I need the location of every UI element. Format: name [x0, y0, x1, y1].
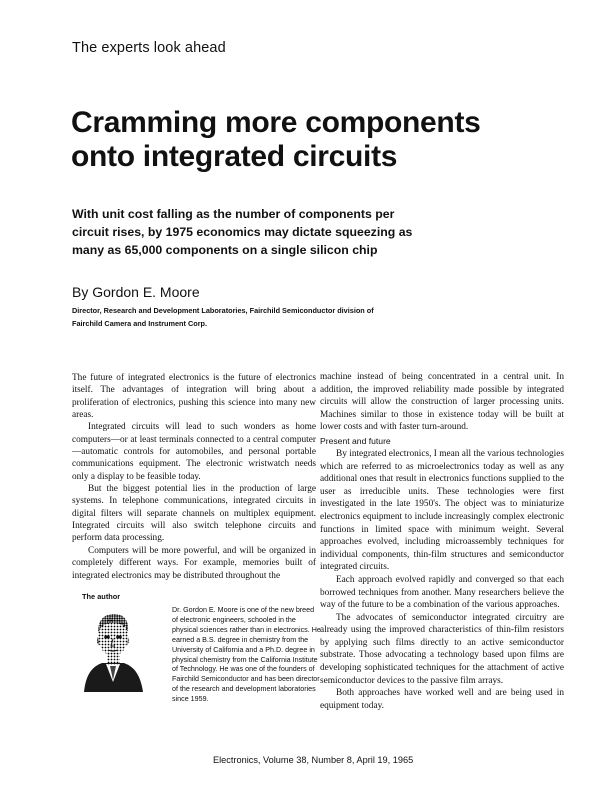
paragraph: Each approach evolved rapidly and converged so that each borrowed techniques from another. Many researchers believe the way of the future to be a combination of the various approaches. [320, 574, 564, 611]
article-subtitle [72, 205, 432, 259]
author-bio: Dr. Gordon E. Moore is one of the new breed of electronic engineers, schooled in the physical sciences rather than in electronics. He earned a B.S. degree in chemistry from the University of California and a Ph.D. degree in physical chemistry from the California Institute of Technology. He was one of the founders of Fairchild Semiconductor and has been director of the research and development laboratories since 1959. [172, 606, 321, 704]
paragraph: By integrated electronics, I mean all the various technologies which are referred to as microelectronics today as well as any additional ones that result in electronics functions supplied to the user as irreducible units. These technologies were first investigated in the late 1950's. The object was to miniaturize electronics equipment to include increasingly complex electronic functions in limited space with minimum weight. Several approaches evolved, including microassembly techniques for individual components, thin-film structures and semiconductor integrated circuits. [320, 448, 564, 573]
author-portrait-image [80, 610, 146, 692]
byline: By Gordon E. Moore [72, 284, 200, 300]
section-kicker: The experts look ahead [72, 40, 226, 56]
paragraph: The advocates of semiconductor integrated circuitry are already using the improved characteristics of thin-film resistors by applying such films directly to an active semiconductor substrate. Those advocating a technology based upon films are developing sophisticated techniques for the attachment of active semiconductor devices to the passive film arrays. [320, 612, 564, 686]
title-line: onto integrated circuits [71, 140, 398, 173]
subtitle-line: circuit rises, by 1975 economics may dictate squeezing as [72, 225, 413, 239]
paragraph: machine instead of being concentrated in a central unit. In addition, the improved reliability made possible by integrated circuits will allow the construction of larger processing units. Machines similar to those in existence today will be built at lower costs and with faster turn-around. [320, 372, 564, 433]
paragraph: Integrated circuits will lead to such wonders as home computers—or at least terminals connected to a central computer—automatic controls for automobiles, and personal portable communications equipment. The electronic wristwatch needs only a display to be feasible today. [72, 422, 316, 482]
paragraph: Computers will be more powerful, and will be organized in completely different ways. For example, memories built of integrated electronics may be distributed throughout the [72, 545, 316, 581]
page-footer-citation: Electronics, Volume 38, Number 8, April 19, 1965 [213, 755, 414, 765]
paragraph: But the biggest potential lies in the production of large systems. In telephone communications, integrated circuits in digital filters will separate channels on multiplex equipment. Integrated circuits will also switch telephone circuits and perform data processing. [72, 484, 316, 544]
author-box-label: The author [82, 592, 121, 601]
article-title [71, 106, 531, 174]
subtitle-line: With unit cost falling as the number of components per [72, 207, 395, 221]
paragraph: The future of integrated electronics is the future of electronics itself. The advantages of integration will bring about a proliferation of electronics, pushing this science into many new areas. [72, 373, 316, 421]
body-column-right [320, 371, 564, 712]
paragraph: Both approaches have worked well and are being used in equipment today. [320, 688, 564, 711]
author-affiliation: Director, Research and Development Laboratories, Fairchild Semiconductor division of Fairchild Camera and Instrument Corp. [72, 306, 374, 328]
section-heading: Present and future [320, 435, 391, 446]
body-column-left [72, 372, 316, 582]
title-line: Cramming more components [71, 106, 481, 139]
subtitle-line: many as 65,000 components on a single silicon chip [72, 243, 378, 257]
author-photo [80, 610, 146, 692]
